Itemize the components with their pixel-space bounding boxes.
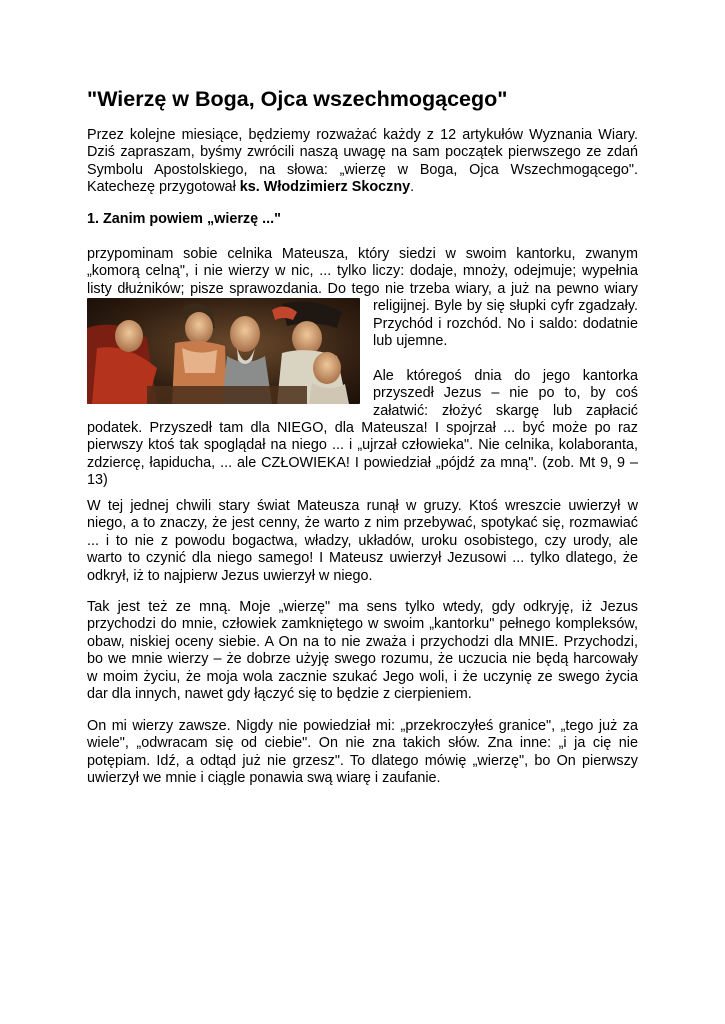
paragraph-5: On mi wierzy zawsze. Nigdy nie powiedział mi: „przekroczyłeś granice", „tego już za wiele", „odwracam się od ciebie". On nie zna takich słów. Zna inne: „i ja cię nie potępiam. Idź, a odtąd już nie grzesz". To dlatego mówię „wierzę", bo On pierwszy uwierzył we mnie i ciągle ponawia swą wiarę i zaufanie. xyxy=(87,718,638,787)
paragraph-4: Tak jest też ze mną. Moje „wierzę" ma sens tylko wtedy, gdy odkryję, iż Jezus przychodzi do mnie, człowiek zamkniętego w swoim „kantorku" pełnego kompleksów, obaw, niskiej oceny siebie. A On na to nie zważa i przychodzi dla MNIE. Przychodzi, bo we mnie wierzy – że dobrze użyję swego rozumu, że uczucia nie będą harcowały w moim życiu, że moja wola zacznie szukać Jego woli, i że uczynię ze swego życia dar dla innych, nawet gdy łączyć się to będzie z cierpieniem. xyxy=(87,599,638,703)
paragraph-3: W tej jednej chwili stary świat Mateusza runął w gruzy. Ktoś wreszcie uwierzył w niego, a to znaczy, że jest cenny, że warto z nim przebywać, spotykać się, rozmawiać ... i to nie z powodu bogactwa, władzy, układów, uroku osobistego, czy urody, ale warto to czynić dla niego samego! I Mateusz uwierzył Jezusowi ... tylko dlatego, że odkrył, iż to najpierw Jezus uwierzył w niego. xyxy=(87,498,638,584)
document-title: "Wierzę w Boga, Ojca wszechmogącego" xyxy=(87,87,508,111)
p2-text: Ale któregoś dnia do jego kantorka przyszedł Jezus – nie po to, by coś załatwić: złożyć skargę lub zapłacić podatek. Przyszedł tam dla NIEGO, dla Mateusza! I spojrzał ... być może po raz pierwszy ktoś tak spoglądał na niego ... i „ujrzał człowieka". Nie celnika, kolaboranta, zdziercę, łapiducha, ... ale CZŁOWIEKA! I powiedział „pójdź za mną". (zob. Mt 9, 9 – 13) xyxy=(87,367,638,489)
p1-text-after: religijnej. Byle by się słupki cyfr zgadzały. Przychód i rozchód. No i saldo: dodatnie lub ujemne. xyxy=(373,298,638,350)
section-1-body xyxy=(87,246,638,490)
section-1-paragraph-1 xyxy=(87,246,638,350)
intro-end: . xyxy=(410,179,415,196)
painting-calling-of-matthew xyxy=(87,298,360,404)
intro-paragraph xyxy=(87,127,638,197)
p1-text-before: przypominam sobie celnika Mateusza, który siedzi w swoim kantorku, zwanym „komorą celną", i nie wierzy w nic, ... tylko liczy: dodaje, mnoży, odejmuje; wypełnia listy dłużników; pisze sprawozdania. Do tego nie trzeba wiary, a już na pewno wiary xyxy=(87,246,638,297)
section-heading: 1. Zanim powiem „wierzę ..." xyxy=(87,211,281,227)
author-name: ks. Włodzimierz Skoczny xyxy=(239,179,411,196)
intro-text: Przez kolejne miesiące, będziemy rozważać każdy z 12 artykułów Wyznania Wiary. Dziś zapraszam, byśmy zwrócili naszą uwagę na sam początek pierwszego ze zdań Symbolu Apostolskiego, na słowa: „wierzę w Boga, Ojca Wszechmogącego". Katechezę przygotował xyxy=(87,127,638,196)
